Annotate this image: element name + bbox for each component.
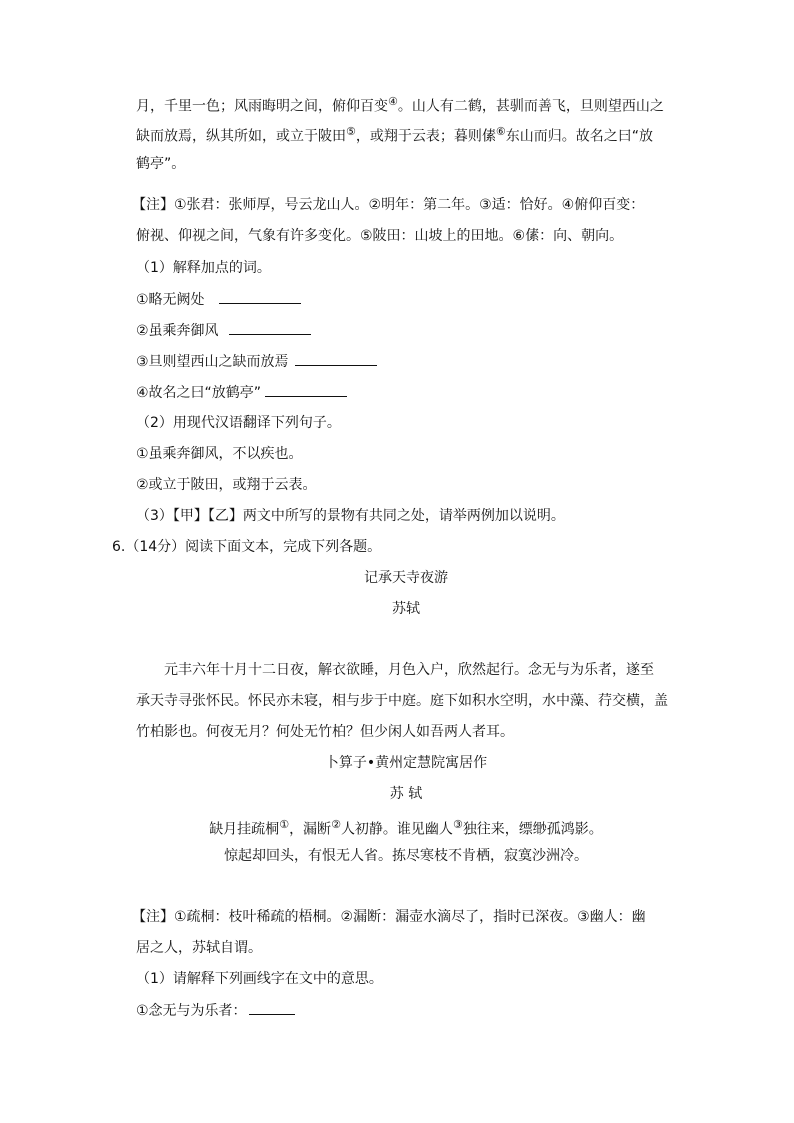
q5-sub1: （1）解释加点的词。 [136,260,271,276]
q5-translate-2: ②或立于陂田，或翔于云表。 [136,477,317,493]
text: ，或翔于云表；暮则傃 [355,128,496,145]
footnote-marker: ③ [452,818,463,831]
footnote-marker: ⑤ [346,125,356,138]
item-text: ②虽乘奔御风 [136,323,219,339]
q5-item-1 [136,289,301,310]
answer-blank[interactable] [219,289,301,304]
answer-blank[interactable] [229,320,311,335]
q5-item-2 [136,320,311,341]
item-text: ④故名之曰“放鹤亭” [136,385,262,401]
item-text: ③旦则望西山之缺而放焉 [136,354,289,370]
q6-item-1 [136,1000,295,1021]
q5-translate-1: ①虽乘奔御风，不以疾也。 [136,446,303,462]
note-line-2: 俯视、仰视之间，气象有许多变化。⑤陂田：山坡上的田地。⑥傃：向、朝向。 [136,228,624,244]
author-1: 苏轼 [392,601,420,617]
text: 。山人有二鹤，甚驯而善飞，旦则望西山之 [397,98,664,115]
text: ，漏断 [289,821,332,838]
q6-sub1: （1）请解释下列画线字在文中的意思。 [136,971,383,987]
poem-title-2: 卜算子•黄州定慧院寓居作 [324,755,488,771]
passage-line-2 [136,122,653,147]
text: 缺而放焉，纵其所如，或立于陂田 [136,128,346,145]
item-text: ①念无与为乐者： [136,1003,247,1019]
poem-title-1: 记承天寺夜游 [364,570,448,586]
footnote-marker: ② [331,818,341,831]
q5-item-4 [136,382,347,403]
prose-line-1: 元丰六年十月十二日夜，解衣欲睡，月色入户，欣然起行。念无与为乐者，遂至 [164,662,654,678]
prose-line-3: 竹柏影也。何夜无月？何处无竹柏？但少闲人如吾两人者耳。 [136,724,514,740]
q6-header: 6.（14分）阅读下面文本，完成下列各题。 [112,539,382,555]
prose-line-2: 承天寺寻张怀民。怀民亦未寝，相与步于中庭。庭下如积水空明，水中藻、荇交横，盖 [136,693,668,709]
text: 月，千里一色；风雨晦明之间，俯仰百变 [136,98,388,115]
q5-item-3 [136,351,377,372]
q5-sub3: （3）【甲】【乙】两文中所写的景物有共同之处，请举两例加以说明。 [136,508,565,524]
passage-line-3: 鹤亭”。 [136,156,186,172]
poem-line-1 [136,815,676,840]
text: 东山而归。故名之曰“放 [505,128,654,145]
footnote-marker: ④ [388,95,398,108]
text: 独往来，缥缈孤鸿影。 [462,821,603,838]
passage-line-1 [136,92,664,117]
poem-line-2: 惊起却回头，有恨无人省。拣尽寒枝不肯栖，寂寞沙洲冷。 [224,848,588,864]
text: 缺月挂疏桐 [209,821,280,838]
q6-note-line-2: 居之人，苏轼自谓。 [136,940,262,956]
footnote-marker: ⑥ [495,125,506,138]
answer-blank[interactable] [265,382,347,397]
q6-note-line-1: 【注】①疏桐：枝叶稀疏的梧桐。②漏断：漏壶水滴尽了，指时已深夜。③幽人：幽 [132,909,646,925]
answer-blank[interactable] [249,1000,295,1015]
author-2: 苏 轼 [389,786,423,802]
q5-sub2: （2）用现代汉语翻译下列句子。 [136,415,341,431]
answer-blank[interactable] [295,351,377,366]
text: 人初静。谁见幽人 [340,821,453,838]
footnote-marker: ① [279,818,290,831]
item-text: ①略无阙处 [136,292,205,308]
note-line-1: 【注】①张君：张师厚，号云龙山人。②明年：第二年。③适：恰好。④俯仰百变： [132,197,645,213]
